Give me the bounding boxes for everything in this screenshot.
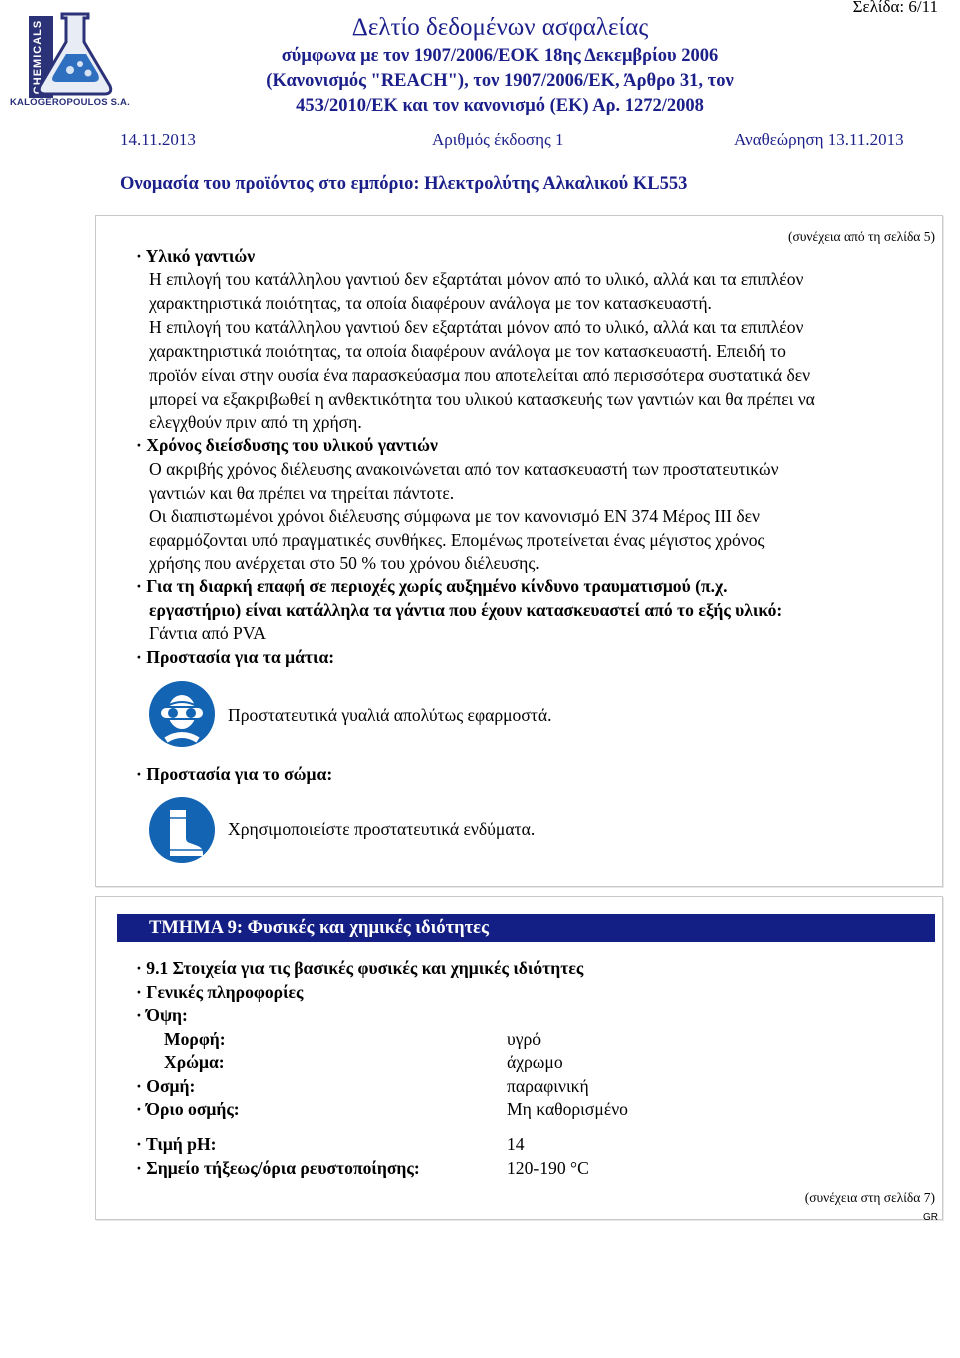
text-line: μπορεί να εξακριβωθεί η ανθεκτικότητα του υλικού κατασκευής των γαντιών και θα πρέπει να: [149, 389, 815, 409]
property-value: 120-190 °C: [507, 1158, 589, 1178]
text-line: χαρακτηριστικά ποιότητας, τα οποία διαφέρουν ανάλογα με τον κατασκευαστή. Επειδή το: [149, 341, 786, 361]
text-line: Οι διαπιστωμένοι χρόνοι διέλευσης σύμφωνα με τον κανονισμό EN 374 Μέρος III δεν: [149, 506, 760, 526]
text-line: Η επιλογή του κατάλληλου γαντιού δεν εξαρτάται μόνον από το υλικό, αλλά και τα επιπλέον: [149, 269, 804, 289]
text-line: γαντιών και θα πρέπει να τηρείται πάντοτε.: [149, 483, 455, 503]
property-value: άχρωμο: [507, 1052, 563, 1072]
text-line: ελεγχθούν πριν από τη χρήση.: [149, 412, 362, 432]
property-value: παραφινική: [507, 1076, 589, 1096]
continuous-contact-heading: · Για τη διαρκή επαφή σε περιοχές χωρίς αυξημένο κίνδυνο τραυματισμού (π.χ.: [136, 576, 728, 596]
logo-vertical-text: CHEMICALS: [32, 19, 44, 95]
text-line: εφαρμόζονται υπό πραγματικές συνθήκες. Επομένως προτείνεται ένας μέγιστος χρόνος: [149, 530, 765, 550]
property-value: 14: [507, 1134, 525, 1154]
body-protection-heading: · Προστασία για το σώμα:: [136, 764, 333, 784]
language-code: GR: [923, 1212, 938, 1223]
glove-material-value: Γάντια από PVA: [149, 623, 266, 643]
text-line: Η επιλογή του κατάλληλου γαντιού δεν εξαρτάται μόνον από το υλικό, αλλά και τα επιπλέον: [149, 317, 804, 337]
subtitle-line-2: (Κανονισμός "REACH"), τον 1907/2006/ΕΚ, Άρθρο 31, τον: [266, 71, 734, 91]
continued-from-note: (συνέχεια από τη σελίδα 5): [787, 229, 935, 244]
body-protection-text: Χρησιμοποιείστε προστατευτικά ενδύματα.: [228, 819, 536, 839]
company-logo: [10, 8, 122, 108]
section-9-title: ΤΜΗΜΑ 9: Φυσικές και χημικές ιδιότητες: [149, 918, 489, 938]
basic-properties-heading: · 9.1 Στοιχεία για τις βασικές φυσικές και χημικές ιδιότητες: [136, 958, 584, 978]
property-value: υγρό: [507, 1029, 542, 1049]
logo-text: KALOGEROPOULOS S.A.: [10, 97, 130, 108]
eye-protection-text: Προστατευτικά γυαλιά απολύτως εφαρμοστά.: [228, 705, 552, 725]
penetration-time-heading: · Χρόνος διείσδυσης του υλικού γαντιών: [136, 435, 438, 455]
page-number: Σελίδα: 6/11: [852, 0, 938, 16]
protective-boots-icon: [148, 796, 216, 864]
appearance-heading: · Όψη:: [136, 1005, 188, 1025]
document-title: Δελτίο δεδομένων ασφαλείας: [351, 14, 649, 41]
glove-material-heading: · Υλικό γαντιών: [136, 246, 256, 266]
safety-goggles-icon: [148, 680, 216, 748]
text-line: χρήσης που ανέρχεται στο 50 % του χρόνου διέλευσης.: [149, 553, 540, 573]
property-label: · Όριο οσμής:: [136, 1099, 240, 1119]
version-number: Αριθμός έκδοσης 1: [432, 130, 564, 149]
general-info-heading: · Γενικές πληροφορίες: [136, 982, 304, 1002]
text-line: προϊόν είναι στην ουσία ένα παρασκεύασμα που αποτελείται από περισσότερα συστατικά δεν: [149, 365, 811, 385]
property-label: · Τιμή pH:: [136, 1134, 217, 1154]
text-line: εργαστήριο) είναι κατάλληλα τα γάντια που έχουν κατασκευαστεί από το εξής υλικό:: [149, 600, 783, 620]
print-date: 14.11.2013: [120, 130, 196, 149]
product-name: Ονομασία του προϊόντος στο εμπόριο: Ηλεκτρολύτης Αλκαλικού KL553: [120, 174, 688, 194]
continued-on-note: (συνέχεια στη σελίδα 7): [804, 1190, 935, 1205]
property-value: Μη καθορισμένο: [507, 1099, 628, 1119]
text-line: Ο ακριβής χρόνος διέλευσης ανακοινώνεται από τον κατασκευαστή των προστατευτικών: [149, 459, 779, 479]
subtitle-line-3: 453/2010/ΕΚ και τον κανονισμό (ΕΚ) Αρ. 1272/2008: [296, 96, 704, 116]
property-label: Μορφή:: [164, 1029, 226, 1049]
text-line: χαρακτηριστικά ποιότητας, τα οποία διαφέρουν ανάλογα με τον κατασκευαστή.: [149, 293, 712, 313]
property-label: · Σημείο τήξεως/όρια ρευστοποίησης:: [136, 1158, 420, 1178]
property-label: Χρώμα:: [164, 1052, 225, 1072]
subtitle-line-1: σύμφωνα με τον 1907/2006/ΕΟΚ 18ης Δεκεμβρίου 2006: [281, 46, 719, 66]
property-label: · Οσμή:: [136, 1076, 196, 1096]
revision-date: Αναθεώρηση 13.11.2013: [734, 130, 904, 149]
eye-protection-heading: · Προστασία για τα μάτια:: [136, 647, 335, 667]
